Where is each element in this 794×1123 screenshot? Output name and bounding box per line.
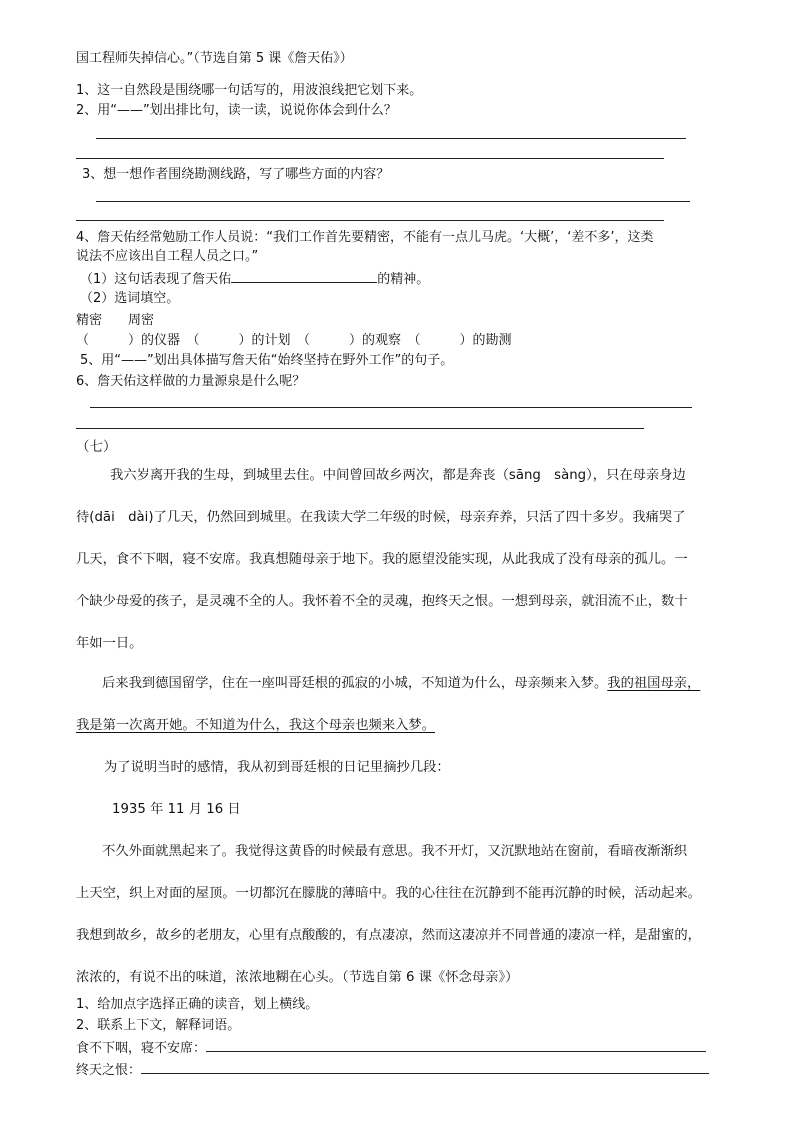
word-options: 精密 周密 bbox=[76, 313, 155, 328]
passage-paragraph-2 bbox=[76, 663, 722, 747]
term-2-label: 终天之恨： bbox=[76, 1063, 142, 1078]
paragraph-line: 浓浓的，有说不出的味道，浓浓地糊在心头。（节选自第 6 课《怀念母亲》） bbox=[76, 970, 519, 985]
question-3: 3、想一想作者围绕勘测线路，写了哪些方面的内容？ bbox=[82, 167, 390, 182]
answer-line[interactable] bbox=[76, 158, 664, 159]
sub-1-text-after: 的精神。 bbox=[377, 272, 430, 287]
paragraph-line bbox=[76, 663, 722, 705]
term-2-row bbox=[76, 1061, 709, 1080]
passage-paragraph-3 bbox=[76, 747, 722, 789]
term-2-answer-line[interactable] bbox=[141, 1061, 709, 1074]
sub-1-text-before: （1）这句话表现了詹天佑 bbox=[80, 272, 232, 287]
question-1: 1、这一自然段是围绕哪一句话写的，用波浪线把它划下来。 bbox=[76, 83, 423, 98]
question-7-2: 2、联系上下文，解释词语。 bbox=[76, 1018, 241, 1033]
question-5: 5、用“——”划出具体描写詹天佑“始终坚持在野外工作”的句子。 bbox=[80, 353, 454, 368]
underlined-sentence: 我是第一次离开她。不知道为什么，我这个母亲也频来入梦。 bbox=[76, 718, 436, 733]
passage-source-line: 国工程师失掉信心。”（节选自第 5 课《詹天佑》） bbox=[76, 51, 353, 66]
term-1-answer-line[interactable] bbox=[206, 1039, 706, 1052]
question-6: 6、詹天佑这样做的力量源泉是什么呢？ bbox=[76, 374, 306, 389]
term-1-label: 食不下咽，寝不安席： bbox=[76, 1041, 207, 1056]
underlined-sentence: 我的祖国母亲， bbox=[607, 676, 701, 691]
paragraph-line: 几天，食不下咽，寝不安席。我真想随母亲于地下。我的愿望没能实现，从此我成了没有母亲的孤儿。一 bbox=[76, 552, 688, 567]
term-1-row bbox=[76, 1039, 706, 1058]
passage-paragraph-4 bbox=[76, 831, 722, 999]
question-4-sub-1 bbox=[80, 269, 429, 289]
passage-paragraph-1 bbox=[76, 455, 722, 665]
diary-date bbox=[76, 789, 722, 831]
paragraph-line: 不久外面就黑起来了。我觉得这黄昏的时候最有意思。我不开灯，又沉默地站在窗前，看暗夜渐渐织 bbox=[102, 844, 688, 859]
paragraph-line: 我想到故乡，故乡的老朋友，心里有点酸酸的，有点凄凉，然而这凄凉并不同普通的凄凉一样，是甜蜜的， bbox=[76, 928, 701, 943]
answer-line[interactable] bbox=[96, 201, 690, 202]
spirit-blank[interactable] bbox=[231, 269, 377, 283]
fill-in-blanks[interactable]: （ ）的仪器 （ ）的计划 （ ）的观察 （ ）的勘测 bbox=[76, 333, 512, 348]
answer-line[interactable] bbox=[96, 138, 686, 139]
question-7-1: 1、给加点字选择正确的读音，划上横线。 bbox=[76, 997, 319, 1012]
section-heading: （七） bbox=[76, 439, 117, 455]
paragraph-line: 我六岁离开我的生母，到城里去住。中间曾回故乡两次，都是奔丧（sāng sàng），只在母亲身边 bbox=[110, 468, 686, 483]
paragraph-line: 待(dāi dài)了几天，仍然回到城里。在我读大学二年级的时候，母亲弃养，只活了四十多岁。我痛哭了 bbox=[76, 510, 686, 525]
paragraph-line: 为了说明当时的感情，我从初到哥廷根的日记里摘抄几段： bbox=[104, 760, 450, 775]
question-4-sub-2: （2）选词填空。 bbox=[80, 291, 180, 306]
question-4-line-1: 4、詹天佑经常勉励工作人员说：“我们工作首先要精密，不能有一点儿马虎。‘大概’，‘差不多’，这类 bbox=[76, 230, 654, 245]
paragraph-line: 个缺少母爱的孩子，是灵魂不全的人。我怀着不全的灵魂，抱终天之恨。一想到母亲，就泪流不止，数十 bbox=[76, 594, 688, 609]
paragraph-line: 上天空，织上对面的屋顶。一切都沉在朦胧的薄暗中。我的心往往在沉静到不能再沉静的时候，活动起来。 bbox=[76, 886, 701, 901]
paragraph-line: 年如一日。 bbox=[76, 636, 143, 651]
paragraph-text: 后来我到德国留学，住在一座叫哥廷根的孤寂的小城，不知道为什么，母亲频来入梦。 bbox=[102, 676, 608, 691]
question-2: 2、用“——”划出排比句，读一读，说说你体会到什么？ bbox=[76, 103, 397, 118]
date-text: 1935 年 11 月 16 日 bbox=[112, 802, 241, 817]
answer-line[interactable] bbox=[90, 407, 692, 408]
question-4-line-2: 说法不应该出自工程人员之口。” bbox=[76, 249, 259, 264]
answer-line[interactable] bbox=[76, 428, 644, 429]
answer-line[interactable] bbox=[76, 220, 664, 221]
